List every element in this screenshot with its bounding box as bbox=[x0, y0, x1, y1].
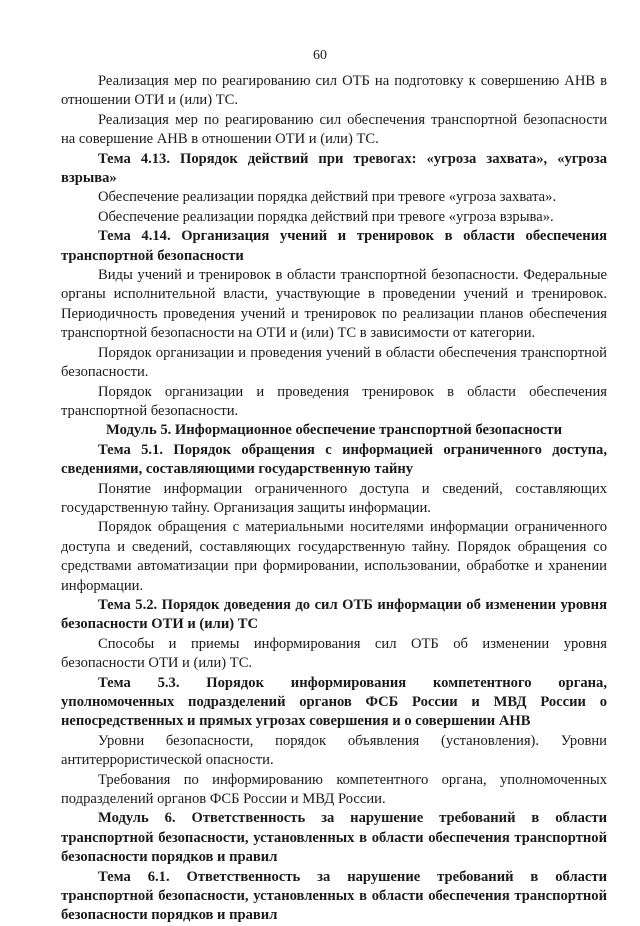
topic-heading-6-1: Тема 6.1. Ответственность за нарушение требований в области транспортной безопасности, установленных в области обеспечения транспортной безопасности порядков и правил bbox=[61, 868, 607, 924]
page-number: 60 bbox=[313, 48, 327, 63]
topic-heading-4-13: Тема 4.13. Порядок действий при тревогах: «угроза захвата», «угроза взрыва» bbox=[61, 150, 607, 187]
paragraph: Реализация мер по реагированию сил обеспечения транспортной безопасности на совершение АНВ в отношении ОТИ и (или) ТС. bbox=[61, 111, 607, 148]
paragraph: Порядок обращения с материальными носителями информации ограниченного доступа и сведений, составляющих государственную тайну. Порядок обращения со средствами автоматизации при формировании, использовании, обработке и хранении информации. bbox=[61, 519, 607, 594]
paragraph: Обеспечение реализации порядка действий при тревоге «угроза взрыва». bbox=[98, 208, 554, 225]
module-heading-5: Модуль 5. Информационное обеспечение транспортной безопасности bbox=[106, 422, 562, 439]
paragraph: Реализация мер по реагированию сил ОТБ на подготовку к совершению АНВ в отношении ОТИ и (или) ТС. bbox=[61, 73, 607, 109]
paragraph: Уровни безопасности, порядок объявления (установления). Уровни антитеррористической опасности. bbox=[61, 732, 607, 769]
topic-heading-5-2: Тема 5.2. Порядок доведения до сил ОТБ информации об изменении уровня безопасности ОТИ и (или) ТС bbox=[61, 596, 607, 633]
paragraph: Понятие информации ограниченного доступа и сведений, составляющих государственную тайну. Организация защиты информации. bbox=[61, 480, 607, 516]
topic-heading-5-1: Тема 5.1. Порядок обращения с информацией ограниченного доступа, сведениями, составляющими государственную тайну bbox=[61, 441, 607, 478]
topic-heading-5-3: Тема 5.3. Порядок информирования компетентного органа, уполномоченных подразделений органов ФСБ России и МВД России о непосредственных и прямых угрозах совершения и о совершении АНВ bbox=[61, 674, 607, 730]
document-body bbox=[61, 72, 607, 926]
paragraph: Способы и приемы информирования сил ОТБ об изменении уровня безопасности ОТИ и (или) ТС. bbox=[61, 635, 607, 672]
paragraph: Обеспечение реализации порядка действий при тревоге «угроза захвата». bbox=[98, 189, 557, 206]
paragraph: Порядок организации и проведения тренировок в области обеспечения транспортной безопасности. bbox=[61, 383, 607, 419]
paragraph: Требования по информированию компетентного органа, уполномоченных подразделений органов ФСБ России и МВД России. bbox=[61, 771, 607, 808]
paragraph: Порядок организации и проведения учений в области обеспечения транспортной безопасности. bbox=[61, 344, 607, 381]
paragraph: Виды учений и тренировок в области транспортной безопасности. Федеральные органы исполнительной власти, участвующие в проведении учений и тренировок. Периодичность проведения учений и тренировок по реализации планов обеспечения транспортной безопасности на ОТИ и (или) ТС в зависимости от категории. bbox=[61, 267, 607, 342]
module-heading-6: Модуль 6. Ответственность за нарушение требований в области транспортной безопасности, установленных в области обеспечения транспортной безопасности порядков и правил bbox=[61, 810, 607, 866]
topic-heading-4-14: Тема 4.14. Организация учений и тренировок в области обеспечения транспортной безопасности bbox=[61, 228, 607, 264]
